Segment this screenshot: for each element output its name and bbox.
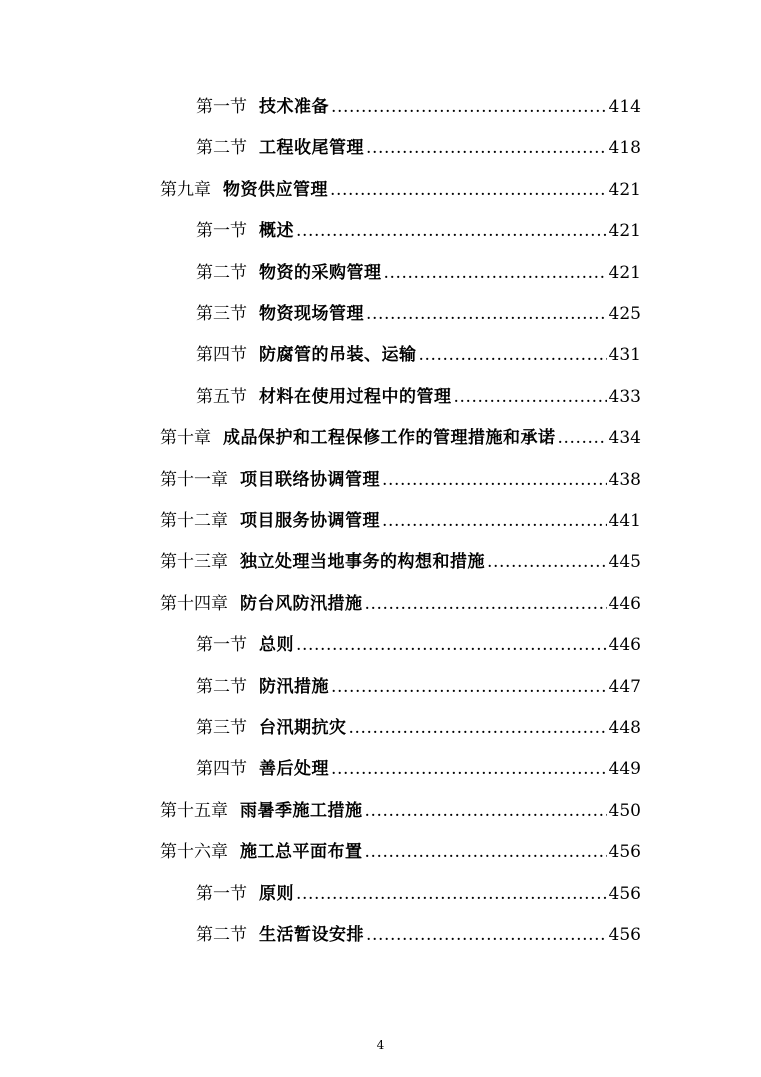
toc-entry-title: 生活暂设安排	[259, 925, 364, 945]
toc-dot-leader	[454, 386, 607, 408]
toc-dot-leader	[384, 262, 607, 284]
toc-entry-number: 第十章	[160, 428, 211, 449]
toc-dot-leader	[487, 551, 607, 573]
toc-entry[interactable]	[196, 256, 641, 284]
toc-entry[interactable]	[160, 587, 641, 615]
toc-entry-title: 项目联络协调管理	[240, 469, 380, 490]
toc-entry-number: 第九章	[160, 179, 211, 200]
toc-entry-number: 第十四章	[160, 593, 228, 614]
toc-dot-leader	[366, 137, 607, 159]
toc-entry-number: 第一节	[196, 635, 247, 656]
toc-entry-number: 第一节	[196, 97, 247, 117]
toc-entry[interactable]	[196, 297, 641, 325]
toc-entry[interactable]	[196, 918, 641, 946]
toc-dot-leader	[296, 883, 607, 905]
toc-entry[interactable]	[196, 90, 641, 118]
toc-entry-number: 第五节	[196, 386, 247, 407]
toc-entry-page: 438	[608, 469, 641, 490]
toc-entry-title: 工程收尾管理	[259, 138, 364, 159]
toc-entry-number: 第二节	[196, 676, 247, 697]
toc-entry-title: 总则	[259, 635, 294, 656]
toc-entry-page: 431	[608, 345, 641, 366]
toc-entry-title: 材料在使用过程中的管理	[259, 386, 452, 407]
toc-entry[interactable]	[196, 214, 641, 242]
toc-entry-number: 第一节	[196, 221, 247, 242]
toc-entry[interactable]	[196, 131, 641, 159]
toc-entry[interactable]	[196, 877, 641, 905]
toc-entry-title: 施工总平面布置	[240, 842, 363, 863]
toc-entry-page: 450	[608, 800, 641, 821]
toc-entry-number: 第三节	[196, 304, 247, 324]
toc-entry-page: 447	[608, 676, 641, 697]
toc-entry-page: 421	[608, 179, 641, 200]
toc-entry-number: 第四节	[196, 759, 247, 780]
toc-entry-number: 第二节	[196, 262, 247, 283]
toc-dot-leader	[331, 758, 607, 780]
toc-entry-number: 第十三章	[160, 552, 228, 573]
toc-dot-leader	[558, 427, 607, 449]
toc-entry-number: 第十一章	[160, 469, 228, 490]
toc-dot-leader	[365, 841, 607, 863]
toc-entry-number: 第二节	[196, 925, 247, 945]
toc-entry-title: 物资现场管理	[259, 304, 364, 324]
toc-entry-page: 456	[608, 883, 641, 904]
toc-entry-number: 第十五章	[160, 800, 228, 821]
toc-entry[interactable]	[160, 835, 641, 863]
toc-dot-leader	[365, 593, 607, 615]
toc-dot-leader	[296, 634, 607, 656]
toc-entry-title: 概述	[259, 221, 294, 242]
toc-dot-leader	[349, 717, 607, 739]
toc-entry-page: 445	[608, 552, 641, 573]
toc-entry-page: 434	[608, 428, 641, 449]
toc-entry-page: 441	[608, 511, 641, 531]
toc-dot-leader	[366, 303, 607, 325]
toc-entry-title: 项目服务协调管理	[240, 511, 380, 531]
toc-entry-number: 第一节	[196, 883, 247, 904]
toc-dot-leader	[365, 800, 607, 822]
toc-entry[interactable]	[160, 463, 641, 491]
toc-entry-title: 物资的采购管理	[259, 262, 382, 283]
page-number: 4	[376, 1038, 385, 1052]
toc-entry-title: 防台风防汛措施	[240, 593, 363, 614]
toc-entry-number: 第二节	[196, 138, 247, 159]
toc-dot-leader	[382, 469, 607, 491]
toc-entry-title: 雨暑季施工措施	[240, 800, 363, 821]
toc-entry-title: 台汛期抗灾	[259, 718, 347, 738]
toc-entry-page: 448	[608, 718, 641, 738]
toc-entry-page: 433	[608, 386, 641, 407]
toc-entry-title: 防汛措施	[259, 676, 329, 697]
toc-dot-leader	[419, 344, 607, 366]
toc-entry-title: 独立处理当地事务的构想和措施	[240, 552, 485, 573]
toc-entry-page: 418	[608, 138, 641, 159]
toc-entry-page: 449	[608, 759, 641, 780]
toc-entry-title: 原则	[259, 883, 294, 904]
toc-entry[interactable]	[160, 504, 641, 532]
toc-entry[interactable]	[196, 752, 641, 780]
toc-entry-page: 456	[608, 925, 641, 945]
toc-entry-number: 第四节	[196, 345, 247, 366]
toc-entry[interactable]	[196, 711, 641, 739]
toc-dot-leader	[382, 510, 607, 532]
toc-entry-title: 成品保护和工程保修工作的管理措施和承诺	[223, 428, 556, 449]
toc-entry-page: 421	[608, 221, 641, 242]
toc-entry-page: 425	[608, 304, 641, 324]
toc-entry[interactable]	[160, 173, 641, 201]
toc-entry-page: 456	[608, 842, 641, 863]
toc-dot-leader	[330, 179, 607, 201]
toc-entry-number: 第十二章	[160, 511, 228, 531]
toc-entry-page: 446	[608, 593, 641, 614]
toc-entry[interactable]	[160, 794, 641, 822]
toc-entry[interactable]	[196, 338, 641, 366]
toc-entry-page: 421	[608, 262, 641, 283]
toc-entry-title: 防腐管的吊装、运输	[259, 345, 417, 366]
toc-dot-leader	[331, 96, 607, 118]
toc-dot-leader	[296, 220, 607, 242]
toc-entry-title: 技术准备	[259, 97, 329, 117]
toc-entry-page: 446	[608, 635, 641, 656]
toc-entry-page: 414	[608, 97, 641, 117]
toc-dot-leader	[366, 924, 607, 946]
toc-entry-number: 第三节	[196, 718, 247, 738]
toc-entry[interactable]	[196, 670, 641, 698]
toc-entry[interactable]	[160, 545, 641, 573]
toc-entry[interactable]	[160, 421, 641, 449]
toc-entry-title: 善后处理	[259, 759, 329, 780]
toc-dot-leader	[331, 676, 607, 698]
toc-entry[interactable]	[196, 380, 641, 408]
toc-entry-title: 物资供应管理	[223, 179, 328, 200]
toc-entry[interactable]	[196, 628, 641, 656]
toc-entry-number: 第十六章	[160, 842, 228, 863]
